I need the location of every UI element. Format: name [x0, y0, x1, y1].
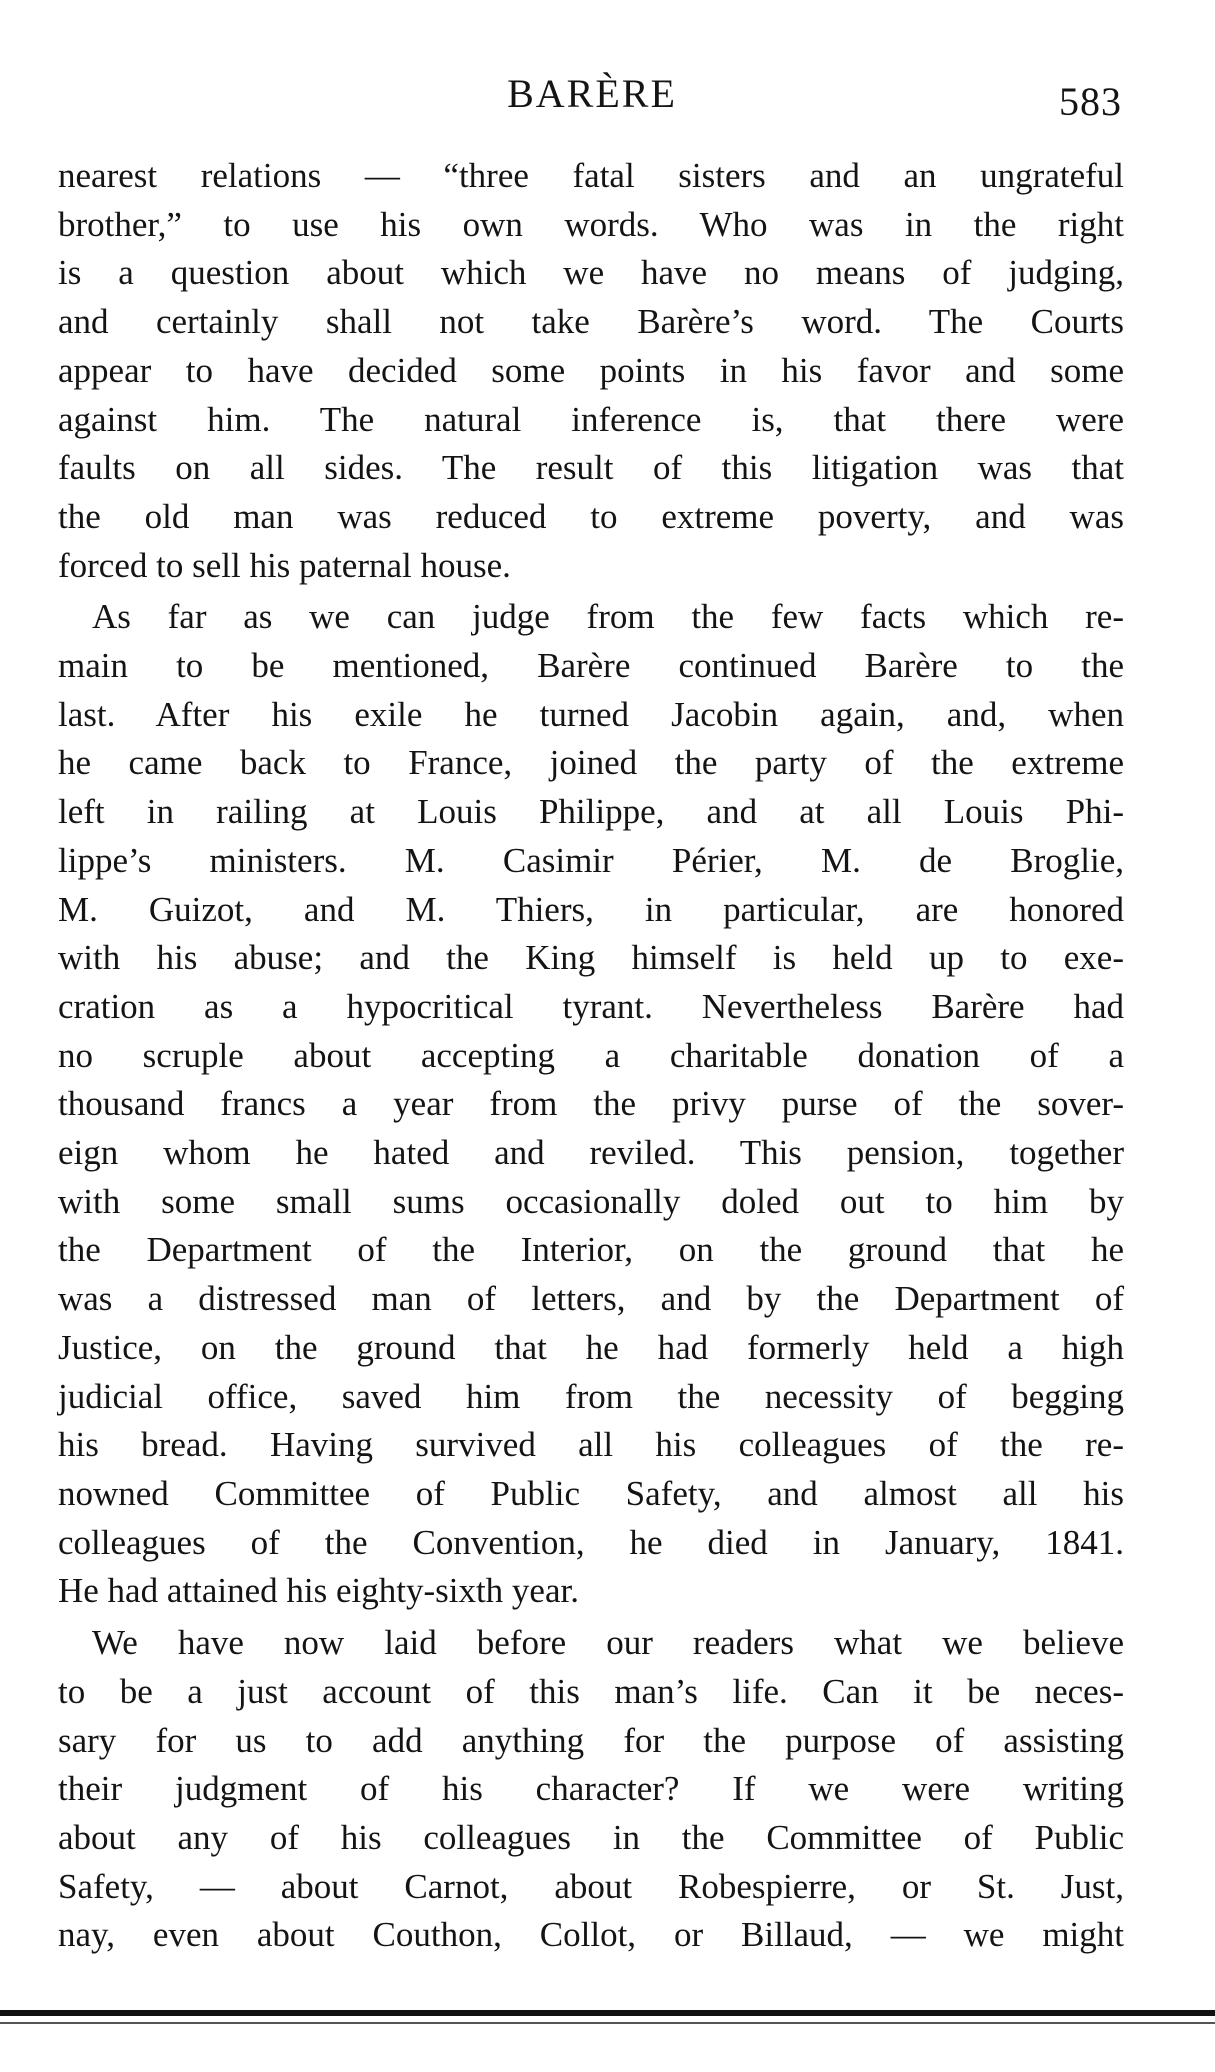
text-line: faults on all sides. The result of this litigation was that [58, 448, 1124, 488]
text-line: the Department of the Interior, on the ground that he [58, 1230, 1124, 1270]
text-line: against him. The natural inference is, that there were [58, 399, 1124, 439]
text-line: no scruple about accepting a charitable donation of a [58, 1035, 1124, 1075]
text-line: We have now laid before our readers what we believe [92, 1623, 1124, 1663]
text-line: He had attained his eighty-sixth year. [58, 1571, 579, 1611]
text-line: M. Guizot, and M. Thiers, in particular, are honored [58, 889, 1124, 929]
text-line: about any of his colleagues in the Committee of Public [58, 1817, 1124, 1857]
paragraph-1 [58, 152, 1124, 590]
text-line: with some small sums occasionally doled out to him by [58, 1181, 1124, 1221]
text-line: judicial office, saved him from the necessity of begging [58, 1376, 1124, 1416]
text-line: with his abuse; and the King himself is held up to exe- [58, 938, 1124, 978]
text-line: appear to have decided some points in his favor and some [58, 350, 1124, 390]
text-line: nearest relations — “three fatal sisters and an ungrateful [58, 156, 1124, 195]
text-line: nay, even about Couthon, Collot, or Billaud, — we might [58, 1915, 1124, 1955]
text-line: their judgment of his character? If we were writing [58, 1769, 1124, 1809]
text-line: and certainly shall not take Barère’s word. The Courts [58, 302, 1124, 342]
page-number: 583 [1059, 79, 1122, 124]
text-line: sary for us to add anything for the purpose of assisting [58, 1720, 1124, 1760]
text-line: lippe’s ministers. M. Casimir Périer, M. de Broglie, [58, 840, 1124, 880]
paragraph-2 [58, 593, 1124, 1616]
text-line: his bread. Having survived all his colleagues of the re- [58, 1425, 1124, 1465]
text-line: main to be mentioned, Barère continued Barère to the [58, 646, 1124, 686]
text-line: forced to sell his paternal house. [58, 545, 511, 585]
text-line: to be a just account of this man’s life. Can it be neces- [58, 1671, 1124, 1711]
paragraph-3 [58, 1619, 1124, 1960]
text-line: was a distressed man of letters, and by the Department of [58, 1279, 1124, 1319]
text-line: Safety, — about Carnot, about Robespierre, or St. Just, [58, 1866, 1124, 1906]
text-line: left in railing at Louis Philippe, and at all Louis Phi- [58, 792, 1124, 832]
body-text [58, 152, 1124, 1960]
bottom-rule-thin [0, 2022, 1215, 2024]
bottom-rule [0, 2010, 1215, 2016]
text-line: cration as a hypocritical tyrant. Nevertheless Barère had [58, 986, 1124, 1026]
text-line: last. After his exile he turned Jacobin again, and, when [58, 694, 1124, 734]
text-line: is a question about which we have no means of judging, [58, 253, 1124, 293]
text-line: colleagues of the Convention, he died in January, 1841. [58, 1522, 1124, 1562]
running-title: BARÈRE [507, 71, 677, 116]
text-line: he came back to France, joined the party of the extreme [58, 743, 1124, 783]
text-line: the old man was reduced to extreme poverty, and was [58, 496, 1124, 536]
text-line: brother,” to use his own words. Who was in the right [58, 204, 1124, 244]
text-line: Justice, on the ground that he had formerly held a high [58, 1327, 1124, 1367]
text-line: nowned Committee of Public Safety, and almost all his [58, 1473, 1124, 1513]
running-head [62, 70, 1122, 130]
text-line: eign whom he hated and reviled. This pension, together [58, 1133, 1124, 1173]
text-line: As far as we can judge from the few facts which re- [92, 597, 1124, 637]
text-line: thousand francs a year from the privy purse of the sover- [58, 1084, 1124, 1124]
